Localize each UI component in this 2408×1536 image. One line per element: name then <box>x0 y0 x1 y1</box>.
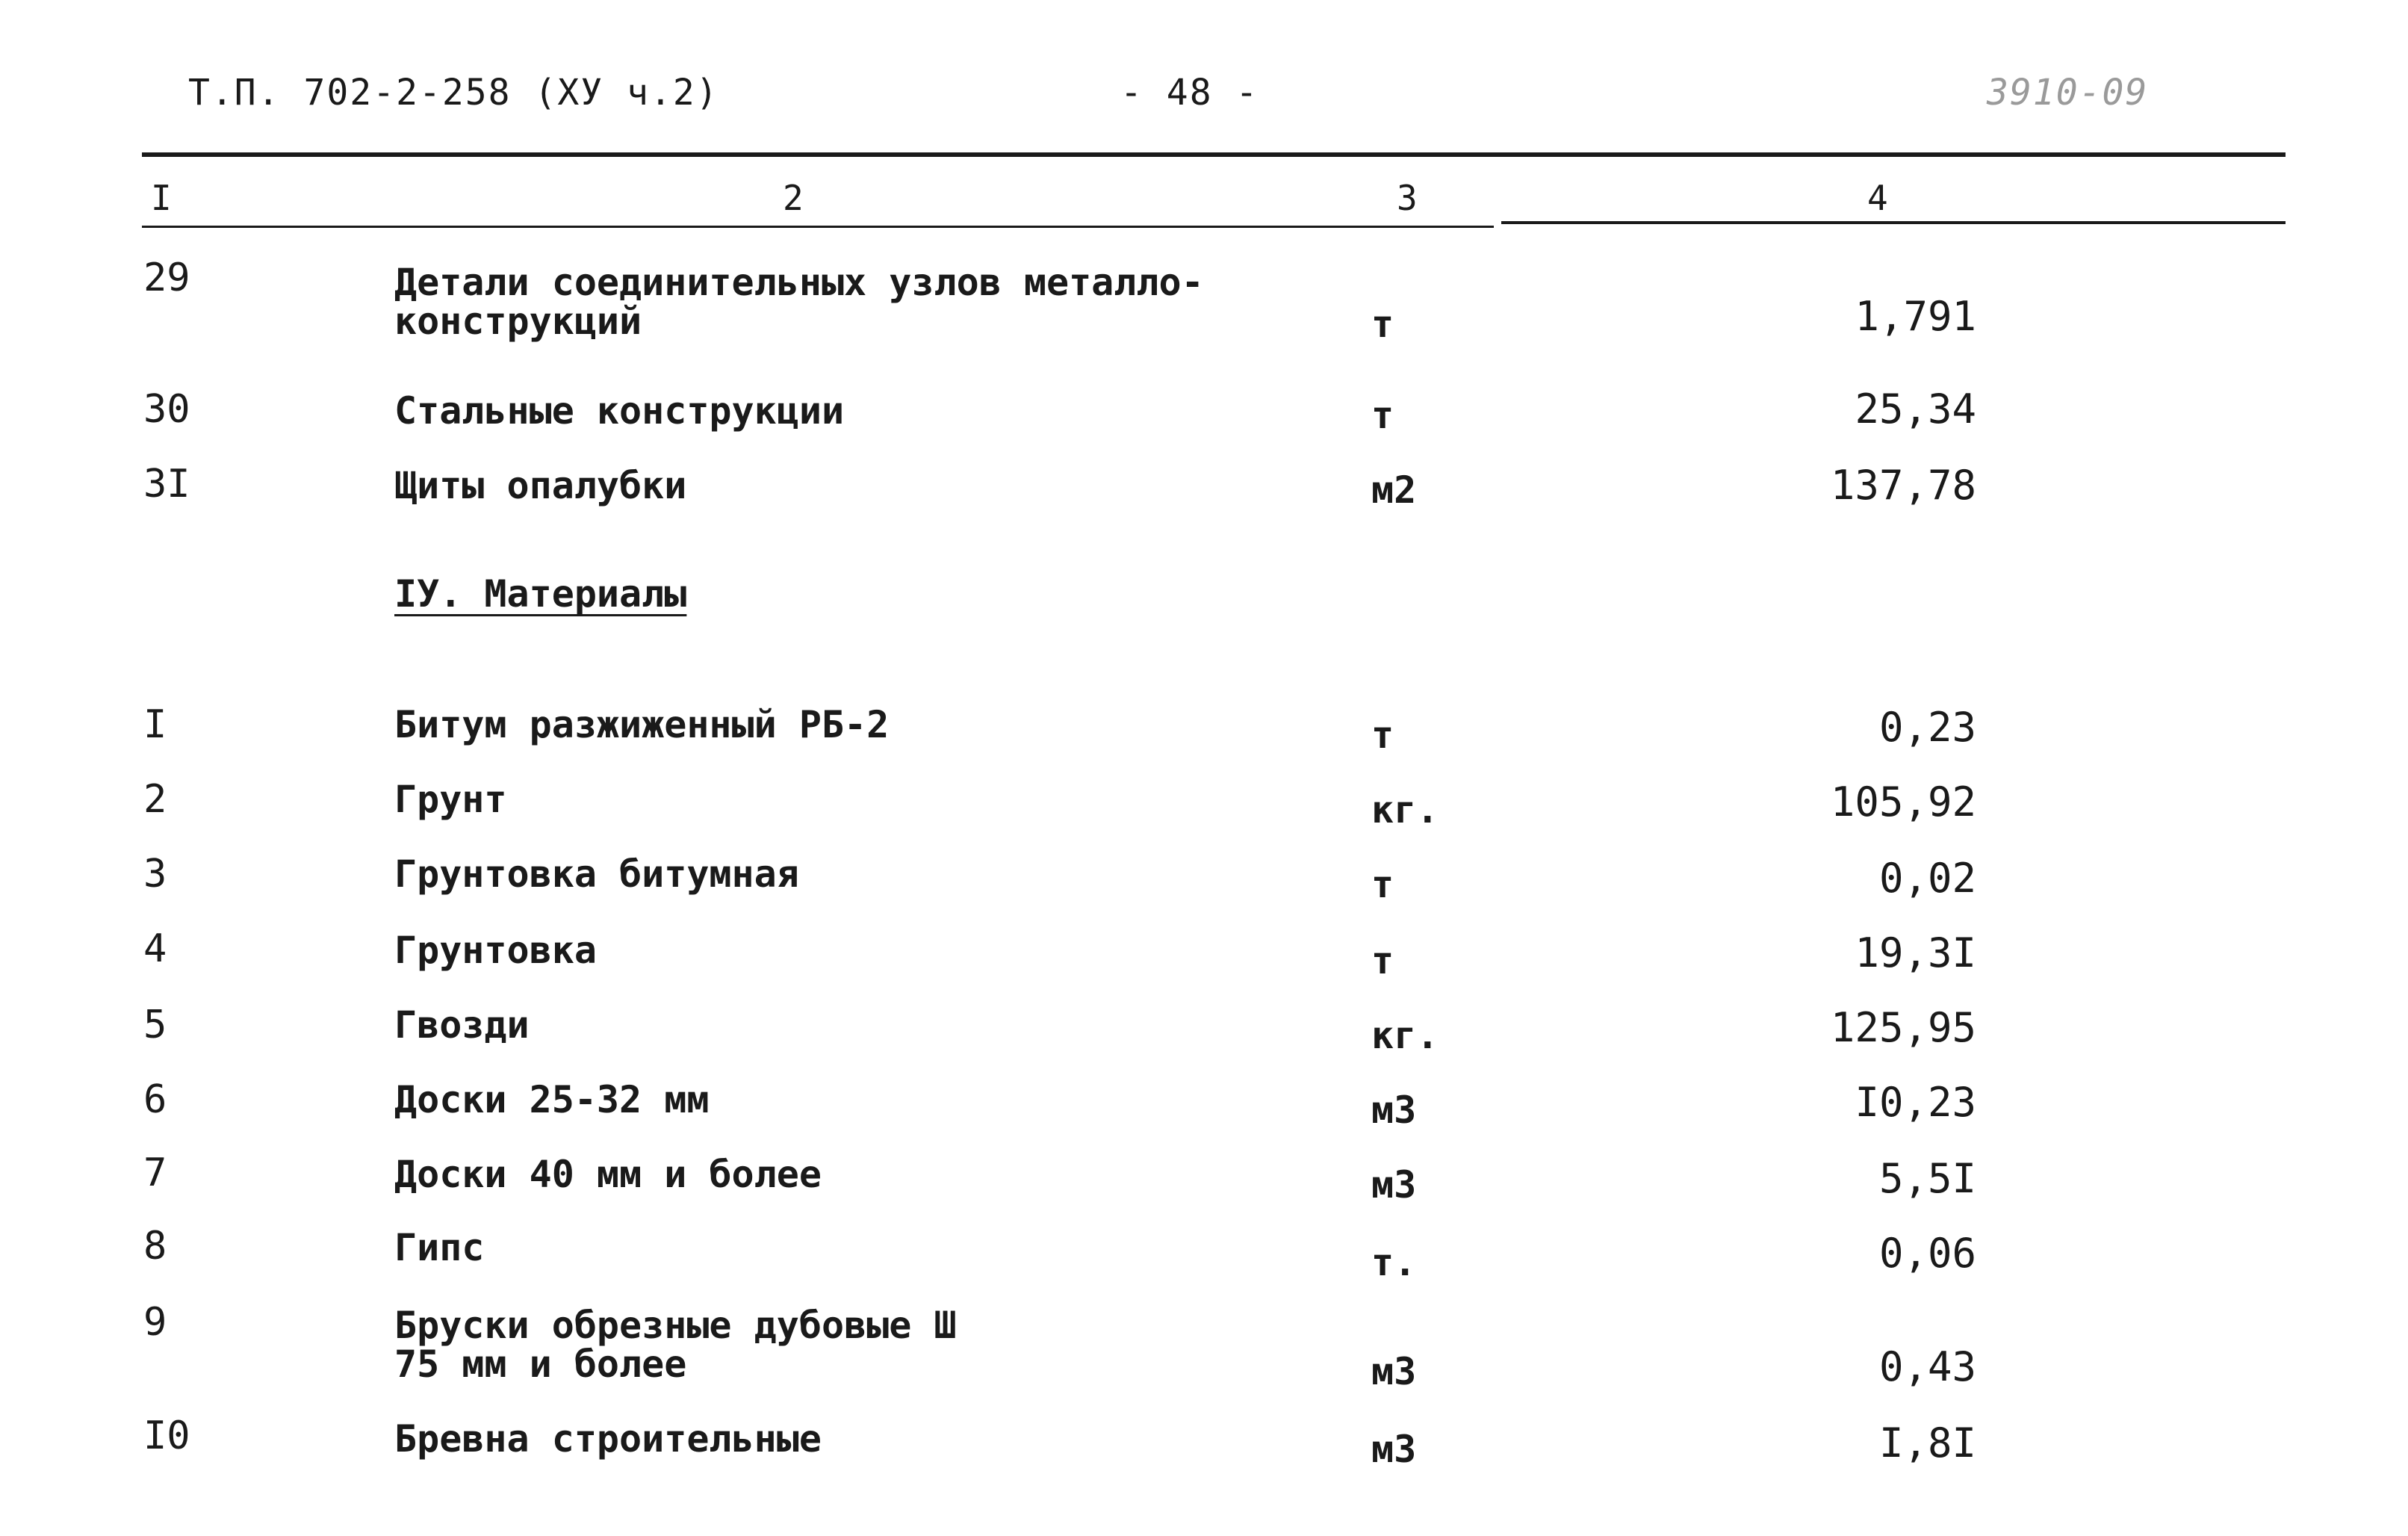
row-name: Битум разжиженный РБ-2 <box>394 703 890 746</box>
row-value: 1,791 <box>1855 293 1976 340</box>
row-number: 8 <box>143 1224 167 1269</box>
row-value: 0,43 <box>1878 1343 1976 1390</box>
page-number: - 48 - <box>1120 72 1259 114</box>
row-name: Бревна строительные <box>394 1417 822 1461</box>
row-name: Гипс <box>394 1226 485 1269</box>
row-value: 105,92 <box>1830 778 1976 826</box>
header-rule <box>142 152 2286 157</box>
row-unit: м3 <box>1371 1350 1417 1393</box>
row-name: Бруски обрезные дубовые Ш 75 мм и более <box>394 1304 957 1386</box>
row-number: 5 <box>143 1003 167 1047</box>
row-number: I <box>143 702 167 747</box>
row-number: 3 <box>143 852 167 896</box>
row-number: 30 <box>143 387 190 432</box>
column-number-3: 3 <box>1397 178 1418 218</box>
row-number: 6 <box>143 1077 167 1122</box>
row-unit: т <box>1371 939 1394 982</box>
row-unit: т <box>1371 863 1394 906</box>
column-number-4: 4 <box>1867 178 1888 218</box>
column-number-1: I <box>151 178 172 218</box>
row-number: 29 <box>143 256 190 300</box>
row-unit: т <box>1371 713 1394 757</box>
row-value: 25,34 <box>1855 385 1976 433</box>
row-number: 9 <box>143 1300 167 1345</box>
column-header-rule-left <box>142 226 1494 228</box>
row-value: 0,06 <box>1878 1230 1976 1277</box>
row-unit: т <box>1371 394 1394 437</box>
row-unit: м2 <box>1371 468 1417 512</box>
row-name: Детали соединительных узлов металло- конструкций <box>394 261 1204 343</box>
row-unit: кг. <box>1371 1014 1439 1057</box>
row-value: 125,95 <box>1830 1004 1976 1051</box>
row-number: 7 <box>143 1151 167 1195</box>
row-name: Гвозди <box>394 1003 530 1047</box>
row-unit: м3 <box>1371 1163 1417 1207</box>
row-number: 3I <box>143 462 190 507</box>
row-value: 19,3I <box>1855 929 1976 976</box>
row-name: Стальные конструкции <box>394 389 845 433</box>
document-code: Т.П. 702-2-258 (ХУ ч.2) <box>188 72 719 114</box>
row-number: 4 <box>143 926 167 971</box>
row-name: Доски 25-32 мм <box>394 1078 710 1121</box>
row-value: I0,23 <box>1855 1079 1976 1126</box>
archive-number: 3910-09 <box>1987 72 2149 114</box>
column-number-2: 2 <box>783 178 804 218</box>
row-name: Грунтовка битумная <box>394 852 799 896</box>
row-name: Грунтовка <box>394 929 597 972</box>
row-value: 5,5I <box>1878 1155 1976 1202</box>
row-unit: т <box>1371 303 1394 346</box>
row-number: 2 <box>143 777 167 822</box>
row-unit: м3 <box>1371 1428 1417 1471</box>
row-number: I0 <box>143 1413 190 1458</box>
row-name: Доски 40 мм и более <box>394 1153 822 1196</box>
row-unit: м3 <box>1371 1088 1417 1132</box>
row-name: Грунт <box>394 778 507 821</box>
row-unit: кг. <box>1371 788 1439 832</box>
column-header-rule-right <box>1501 221 2286 224</box>
row-value: 0,02 <box>1878 855 1976 902</box>
row-unit: т. <box>1371 1241 1417 1284</box>
row-name: Щиты опалубки <box>394 464 687 507</box>
row-value: 0,23 <box>1878 704 1976 751</box>
section-title: IУ. Материалы <box>394 572 687 616</box>
row-value: I,8I <box>1878 1419 1976 1467</box>
row-value: 137,78 <box>1830 462 1976 509</box>
